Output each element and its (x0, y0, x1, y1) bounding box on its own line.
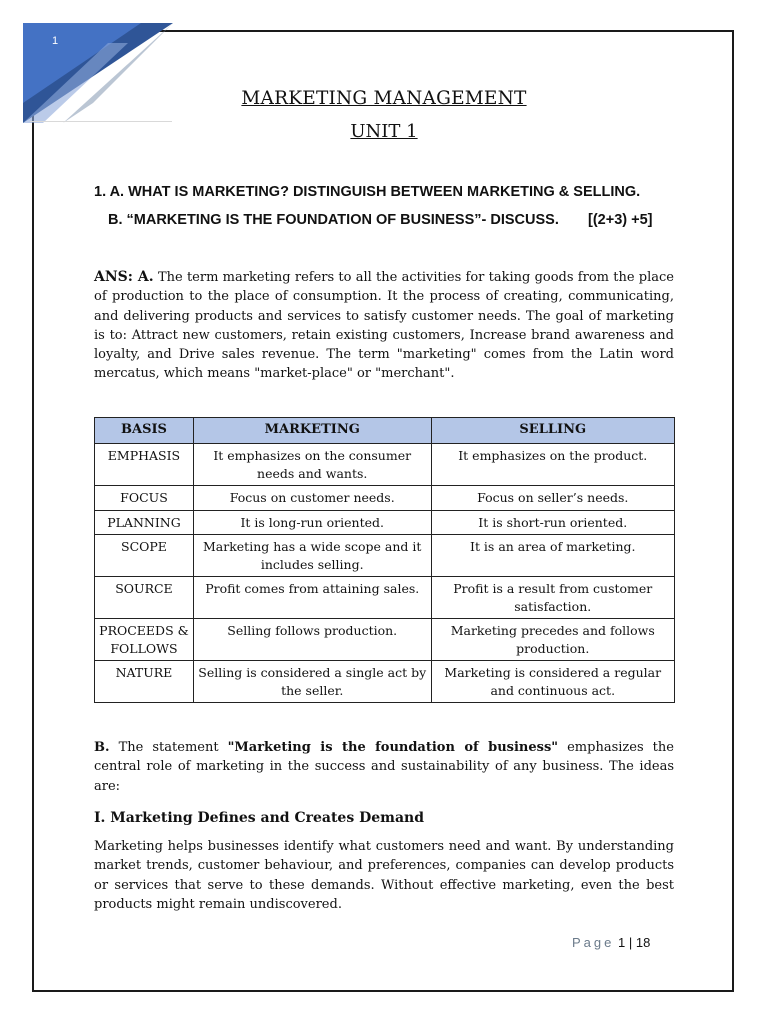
table-cell: Marketing precedes and follows production. (431, 619, 675, 661)
answer-b-paragraph (94, 738, 674, 796)
answer-b-label: B. (94, 740, 110, 755)
table-cell: Marketing is considered a regular and continuous act. (431, 661, 675, 703)
table-cell: SCOPE (95, 535, 194, 577)
table-row (95, 619, 675, 661)
table-cell: Profit comes from attaining sales. (193, 577, 431, 619)
table-cell: It is short-run oriented. (431, 510, 675, 535)
answer-a-label: ANS: A. (94, 269, 154, 285)
table-cell: Profit is a result from customer satisfaction. (431, 577, 675, 619)
question-marks: [(2+3) +5] (588, 212, 653, 228)
table-cell: Selling is considered a single act by the seller. (193, 661, 431, 703)
comparison-table (94, 417, 675, 703)
table-header-cell: SELLING (431, 418, 675, 444)
footer-current-page: 1 (618, 935, 626, 950)
table-cell: FOCUS (95, 486, 194, 511)
table-row (95, 486, 675, 511)
answer-a-paragraph (94, 268, 674, 384)
table-cell: EMPHASIS (95, 444, 194, 486)
table-header-row (95, 418, 675, 444)
table-cell: SOURCE (95, 577, 194, 619)
table-cell: It emphasizes on the consumer needs and wants. (193, 444, 431, 486)
table-cell: It is an area of marketing. (431, 535, 675, 577)
table-cell: Marketing has a wide scope and it includes selling. (193, 535, 431, 577)
table-cell: PLANNING (95, 510, 194, 535)
footer-separator: | (628, 935, 633, 950)
table-cell: PROCEEDS & FOLLOWS (95, 619, 194, 661)
table-cell: Selling follows production. (193, 619, 431, 661)
footer-page-label: Page (572, 935, 615, 950)
table-row (95, 510, 675, 535)
corner-page-number: 1 (52, 35, 59, 47)
section-body: Marketing helps businesses identify what customers need and want. By understanding market trends, customer behaviour, and preferences, companies can develop products or services that serve to these demands. Without effective marketing, even the best products might remain undiscovered. (94, 839, 674, 912)
question-part-b: B. “MARKETING IS THE FOUNDATION OF BUSINESS”- DISCUSS. (108, 212, 559, 228)
table-cell: It is long-run oriented. (193, 510, 431, 535)
table-header-cell: MARKETING (193, 418, 431, 444)
answer-b-text-post: emphasizes the central role of marketing in the success and sustainability of any business. The ideas are: (94, 740, 674, 794)
table-cell: NATURE (95, 661, 194, 703)
footer-total-pages: 18 (635, 935, 651, 950)
table-cell: It emphasizes on the product. (431, 444, 675, 486)
table-row (95, 577, 675, 619)
table-cell: Focus on customer needs. (193, 486, 431, 511)
section-heading: I. Marketing Defines and Creates Demand (94, 810, 424, 826)
table-row (95, 661, 675, 703)
table-cell: Focus on seller’s needs. (431, 486, 675, 511)
document-title: MARKETING MANAGEMENT (241, 88, 527, 109)
question-part-a: 1. A. WHAT IS MARKETING? DISTINGUISH BETWEEN MARKETING & SELLING. (94, 184, 641, 200)
answer-b-quote: "Marketing is the foundation of business" (227, 740, 559, 755)
table-row (95, 535, 675, 577)
answer-b-text-pre: The statement (109, 740, 228, 755)
table-row (95, 444, 675, 486)
answer-a-text: The term marketing refers to all the activities for taking goods from the place of production to the place of consumption. It the process of creating, communicating, and delivering products and services to satisfy customer needs. The goal of marketing is to: Attract new customers, retain existing customers, Increase brand awareness and loyalty, and Drive sales revenue. The term "marketing" comes from the Latin word mercatus, which means "market-place" or "merchant". (94, 270, 674, 382)
unit-title: UNIT 1 (350, 121, 418, 142)
page-footer (572, 935, 650, 950)
table-header-cell: BASIS (95, 418, 194, 444)
